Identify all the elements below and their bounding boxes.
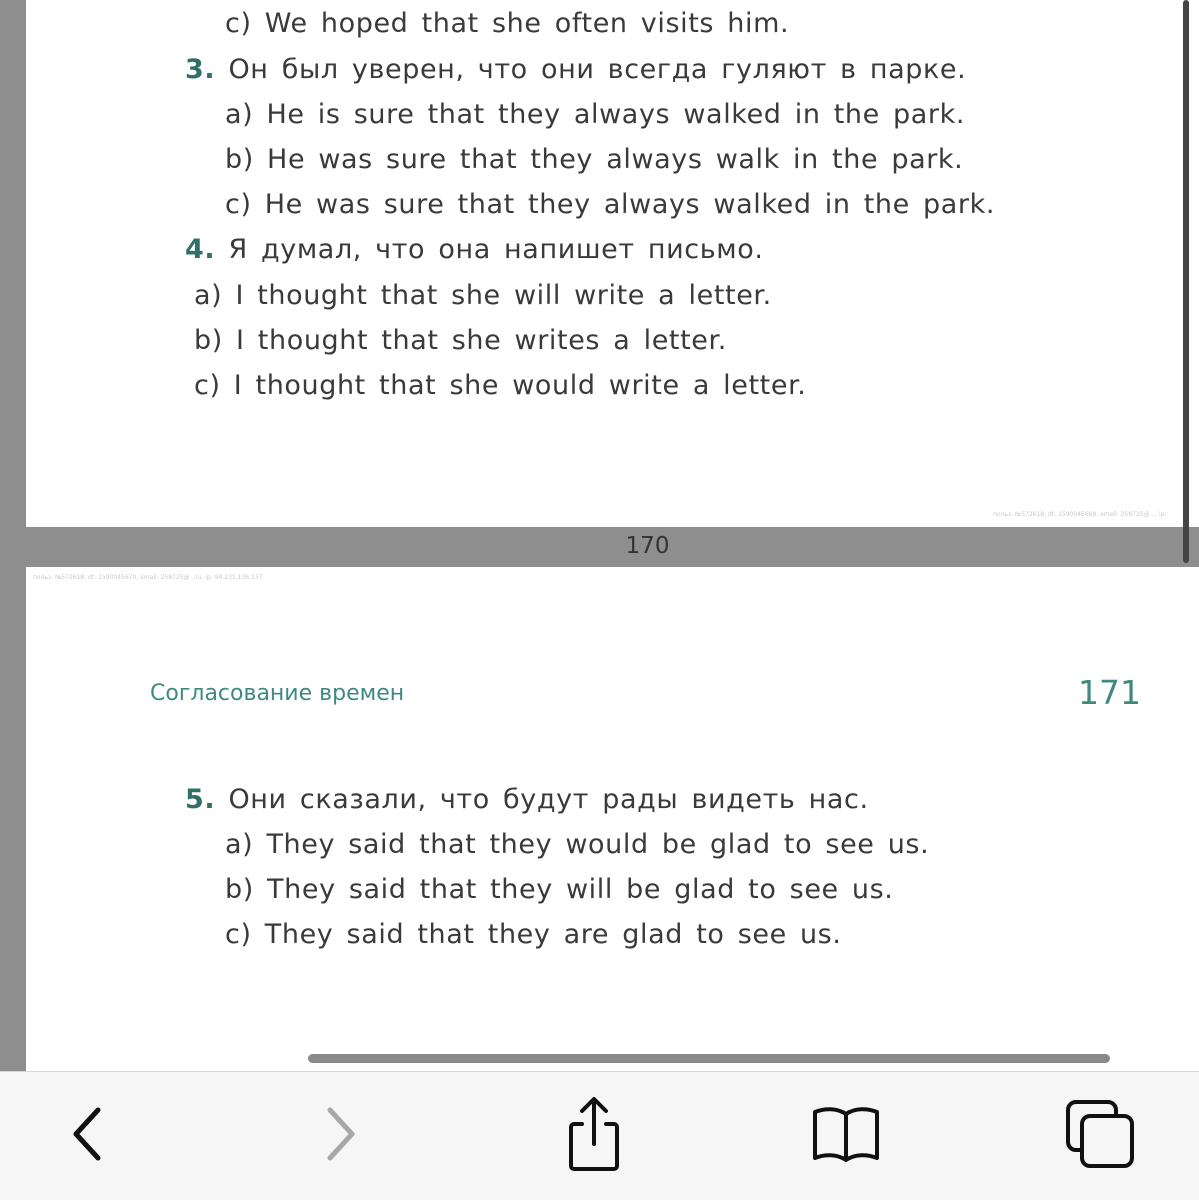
running-header-page-number: 171	[1078, 673, 1141, 712]
page-number-label: 170	[625, 533, 670, 559]
option-4c: c) I thought that she would write a letter.	[194, 370, 807, 401]
question-text: Они сказали, что будут рады видеть нас.	[228, 784, 869, 815]
tabs-icon	[1064, 1098, 1136, 1170]
chevron-left-icon	[68, 1104, 108, 1164]
option-4b: b) I thought that she writes a letter.	[194, 325, 727, 356]
watermark: польз. №572618; dt: 1590045669, email: 258725@..., ip:	[993, 511, 1167, 518]
question-number: 4.	[185, 234, 216, 265]
share-icon	[562, 1096, 626, 1172]
question-5	[185, 784, 869, 815]
option-3b: b) He was sure that they always walk in the park.	[225, 144, 964, 175]
horizontal-scrollbar[interactable]	[308, 1054, 1110, 1063]
forward-button[interactable]	[300, 1094, 380, 1174]
share-button[interactable]	[554, 1094, 634, 1174]
browser-toolbar	[0, 1071, 1199, 1200]
option-5c: c) They said that they are glad to see us.	[225, 919, 842, 950]
question-4	[185, 234, 764, 265]
option-3-prev-c: c) We hoped that she often visits him.	[225, 8, 790, 39]
option-5a: a) They said that they would be glad to see us.	[225, 829, 930, 860]
back-button[interactable]	[48, 1094, 128, 1174]
tabs-button[interactable]	[1060, 1094, 1140, 1174]
watermark: польз. №572618; dt: 1590045670, email: 258725@...ru, ip: 94.231.136.137	[33, 574, 263, 581]
option-4a: a) I thought that she will write a letter.	[194, 280, 772, 311]
document-page-171	[26, 567, 1199, 1071]
chevron-right-icon	[320, 1104, 360, 1164]
book-icon	[811, 1104, 881, 1164]
option-3c: c) He was sure that they always walked in the park.	[225, 189, 996, 220]
option-3a: a) He is sure that they always walked in the park.	[225, 99, 966, 130]
question-number: 3.	[185, 54, 216, 85]
vertical-scrollbar[interactable]	[1183, 0, 1189, 563]
question-number: 5.	[185, 784, 216, 815]
option-5b: b) They said that they will be glad to see us.	[225, 874, 894, 905]
question-3	[185, 54, 966, 85]
question-text: Я думал, что она напишет письмо.	[228, 234, 764, 265]
bookmarks-button[interactable]	[806, 1094, 886, 1174]
running-header-title: Согласование времен	[150, 681, 405, 706]
question-text: Он был уверен, что они всегда гуляют в парке.	[228, 54, 967, 85]
